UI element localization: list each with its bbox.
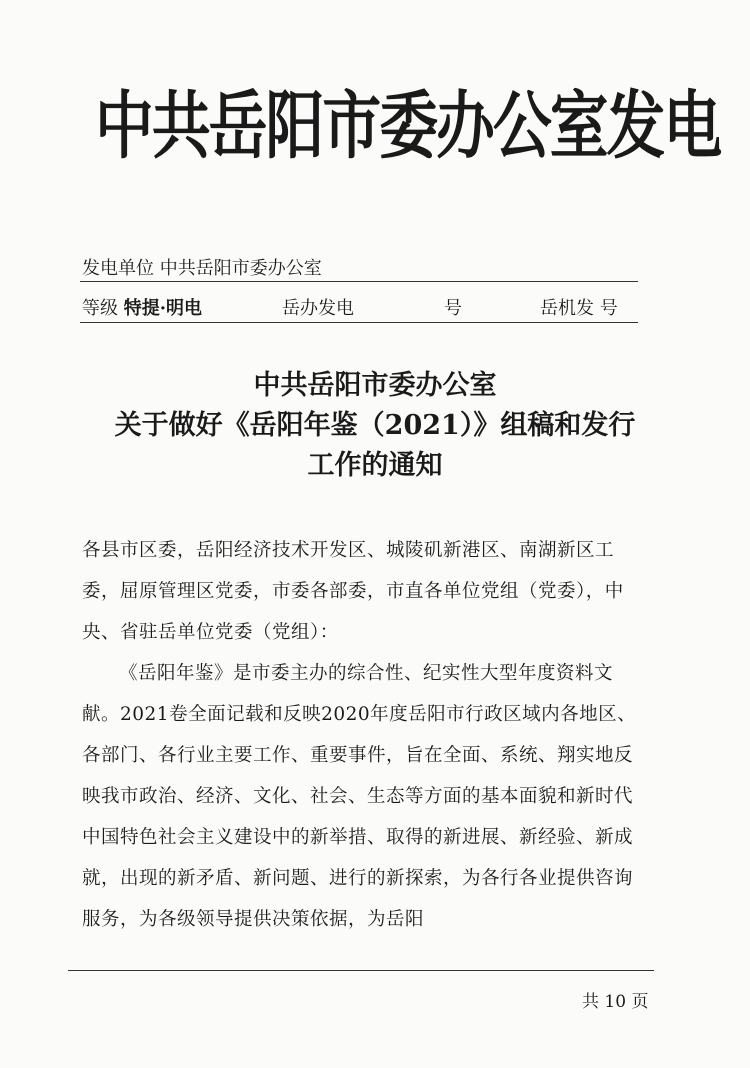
notice-body [82, 530, 642, 940]
doc-number-suffix: 号 [444, 298, 462, 319]
title-line: 中共岳阳市委办公室 [253, 370, 497, 401]
telegram-number: 岳机发 号 [540, 298, 618, 319]
urgency-level: 等级 特提·明电 [82, 298, 203, 319]
title-line: 关于做好《岳阳年鉴（2021）》组稿和发行 [114, 410, 636, 441]
doc-number-label: 岳办发电 [282, 298, 354, 319]
divider [80, 322, 638, 323]
footer-divider [68, 970, 654, 971]
sender-line: 发电单位 中共岳阳市委办公室 [82, 258, 322, 279]
body-paragraph: 《岳阳年鉴》是市委主办的综合性、纪实性大型年度资料文献。2021卷全面记载和反映2020年度岳阳市行政区域内各地区、各部门、各行业主要工作、重要事件，旨在全面、系统、翔实地反映我市政治、经济、文化、社会、生态等方面的基本面貌和新时代中国特色社会主义建设中的新举措、取得的新进展、新经验、新成就，出现的新矛盾、新问题、进行的新探索，为各行各业提供咨询服务，为各级领导提供决策依据，为岳阳 [82, 663, 637, 930]
divider [80, 281, 638, 282]
salutation: 各县市区委，岳阳经济技术开发区、城陵矶新港区、南湖新区工委，屈原管理区党委，市委各部委，市直各单位党组（党委），中央、省驻岳单位党委（党组）： [82, 540, 624, 643]
page-count: 共 10 页 [582, 992, 649, 1012]
title-line: 工作的通知 [307, 450, 443, 481]
masthead-title: 中共岳阳市委办公室发电 [95, 84, 721, 170]
notice-title [75, 366, 675, 486]
